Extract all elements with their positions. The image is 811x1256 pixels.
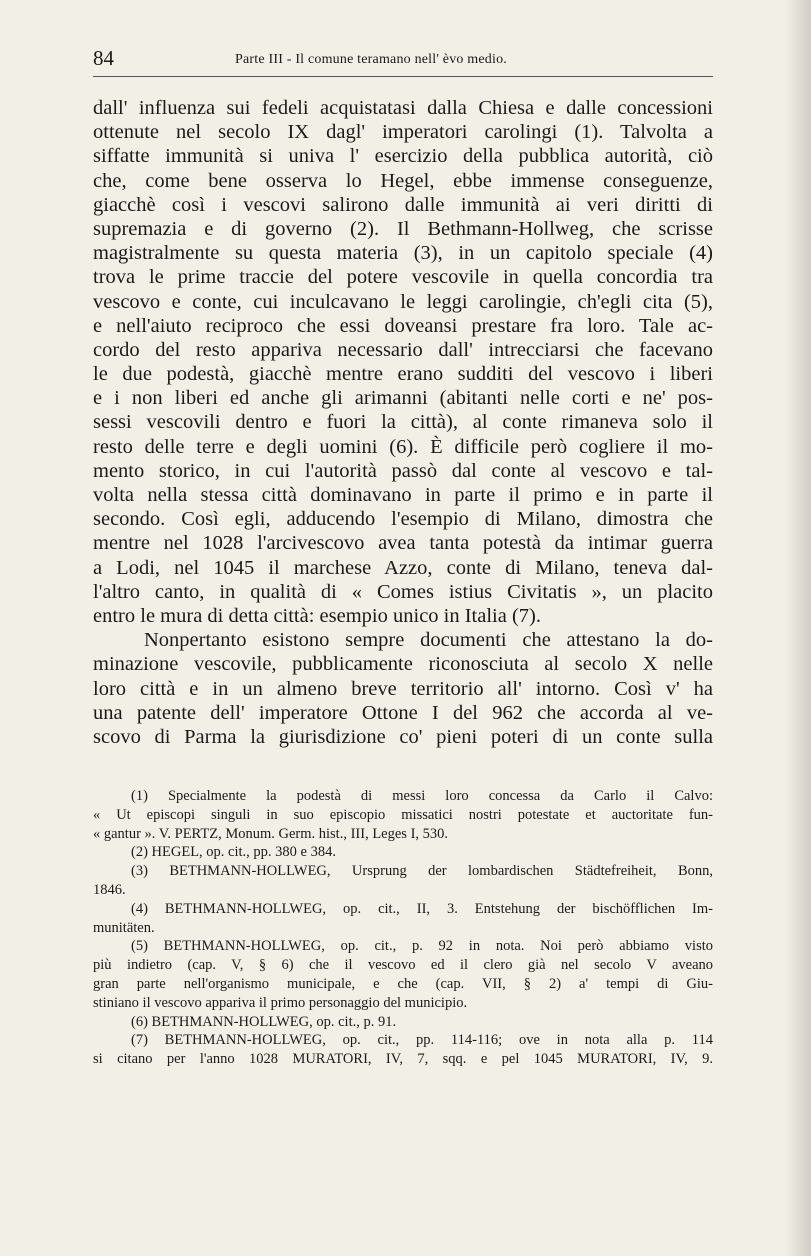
footnote-line: (5) BETHMANN-HOLLWEG, op. cit., p. 92 in nota. Noi però abbiamo visto [131,938,713,955]
page-header [93,46,713,76]
footnote-line: (2) HEGEL, op. cit., pp. 380 e 384. [131,844,336,861]
body-line: che, come bene osserva lo Hegel, ebbe immense conseguenze, [93,169,713,192]
footnote-line: « Ut episcopi singuli in suo episcopio missatici nostri potestate et auctoritate fun- [93,806,713,823]
body-line: mentre nel 1028 l'arcivescovo avea tanta potestà da intimar guerra [93,532,713,555]
footnote-line: munitäten. [93,919,155,936]
body-line: loro città e in un almeno breve territorio all' intorno. Così v' ha [93,677,713,700]
body-line: giacchè così i vescovi salirono dalle immunità ai veri diritti di [93,193,713,216]
footnote-line: (1) Specialmente la podestà di messi loro concessa da Carlo il Calvo: [131,788,713,804]
body-line: minazione vescovile, pubblicamente riconosciuta al secolo X nelle [93,653,713,676]
body-line: resto delle terre e degli uomini (6). È difficile però cogliere il mo- [93,435,713,458]
body-text [93,96,713,749]
footnote-line: (3) BETHMANN-HOLLWEG, Ursprung der lombardischen Städtefreiheit, Bonn, [131,863,713,880]
footnote-line: (7) BETHMANN-HOLLWEG, op. cit., pp. 114-116; ove in nota alla p. 114 [131,1032,713,1049]
body-line: l'altro canto, in qualità di « Comes istius Civitatis », un placito [93,580,713,603]
body-line: secondo. Così egli, adducendo l'esempio di Milano, dimostra che [93,508,713,531]
footnote-line: si citano per l'anno 1028 MURATORI, IV, 7, sqq. e pel 1045 MURATORI, IV, 9. [93,1051,713,1068]
body-line: entro le mura di detta città: esempio unico in Italia (7). [93,604,541,627]
body-line: dall' influenza sui fedeli acquistatasi dalla Chiesa e dalle concessioni [93,97,713,119]
body-line: cordo del resto appariva necessario dall' intrecciarsi che facevano [93,338,713,361]
footnote-line: 1846. [93,881,126,898]
body-line: e i non liberi ed anche gli arimanni (abitanti nelle corti e ne' pos- [93,387,713,410]
body-line: trova le prime traccie del potere vescovile in quella concordia tra [93,266,713,289]
page-edge-shadow [785,0,811,1256]
body-line: le due podestà, giacchè mentre erano sudditi del vescovo i liberi [93,363,713,386]
footnotes [93,787,713,1069]
body-line: Nonpertanto esistono sempre documenti che attestano la do- [144,629,713,652]
footnote-line: (6) BETHMANN-HOLLWEG, op. cit., p. 91. [131,1013,397,1030]
footnote-line: gran parte nell'organismo municipale, e che (cap. VII, § 2) a' tempi di Giu- [93,975,713,992]
body-line: ottenute nel secolo IX dagl' imperatori carolingi (1). Talvolta a [93,121,713,144]
footnote-line: più indietro (cap. V, § 6) che il vescovo ed il clero già nel secolo V aveano [93,957,713,974]
body-line: volta nella stessa città dominavano in parte il primo e in parte il [93,484,713,506]
body-line: e nell'aiuto reciproco che essi doveansi prestare fra loro. Tale ac- [93,314,713,337]
body-line: supremazia e di governo (2). Il Bethmann-Hollweg, che scrisse [93,217,713,240]
body-line: a Lodi, nel 1045 il marchese Azzo, conte di Milano, teneva dal- [93,556,713,579]
running-head: Parte III - Il comune teramano nell' èvo medio. [235,52,507,67]
body-line: siffatte immunità si univa l' esercizio della pubblica autorità, ciò [93,145,713,168]
header-rule [93,76,713,77]
body-line: mento storico, in cui l'autorità passò dal conte al vescovo e tal- [93,459,713,482]
body-line: magistralmente su questa materia (3), in un capitolo speciale (4) [93,242,713,265]
body-line: sessi vescovili dentro e fuori la città), al conte rimaneva solo il [93,411,713,434]
page-number: 84 [93,46,114,70]
body-line: una patente dell' imperatore Ottone I del 962 che accorda al ve- [93,701,713,724]
body-line: vescovo e conte, cui inculcavano le leggi carolingie, ch'egli cita (5), [93,290,713,313]
footnote-line: (4) BETHMANN-HOLLWEG, op. cit., II, 3. Entstehung der bischöfflichen Im- [131,900,713,917]
footnote-line: stiniano il vescovo appariva il primo personaggio del municipio. [93,994,468,1011]
footnote-line: « gantur ». V. PERTZ, Monum. Germ. hist., III, Leges I, 530. [93,825,449,842]
body-line: scovo di Parma la giurisdizione co' pieni poteri di un conte sulla [93,725,713,748]
